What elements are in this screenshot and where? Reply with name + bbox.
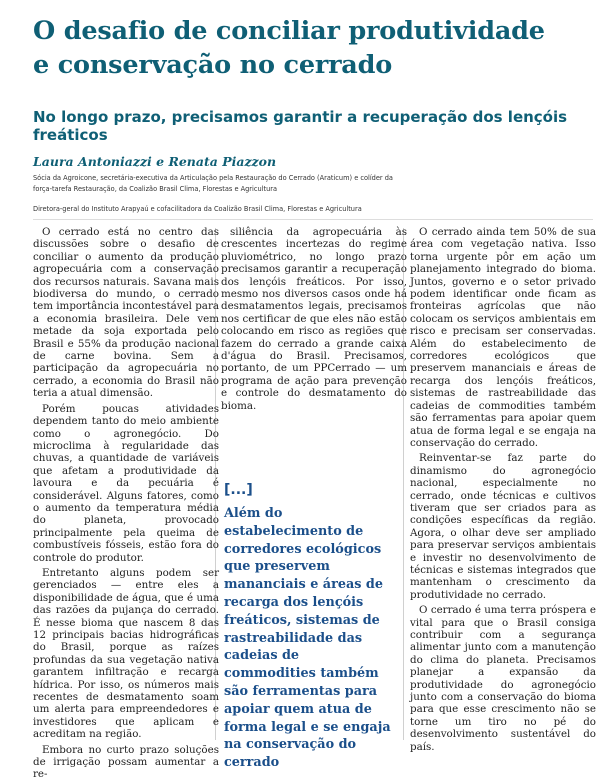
headline (33, 14, 593, 82)
pull-quote: Além do estabelecimento de corredores ecológicos que preservem mananciais e áreas de recarga dos lençóis freáticos, sistemas de rastreabilidade das cadeias de commodities também são ferramentas para apoiar quem atua de forma legal e se engaja na conservação do cerrado (224, 506, 391, 771)
paragraph: Reinventar-se faz parte do dinamismo do agronegócio nacional, especialmente no cerrado, onde técnicas e cultivos tiveram que ser criados para as condições específicas da região. Agora, o olhar deve ser ampliado para preservar serviços ambientais e investir no desenvolvimento de técnicas e sistemas integrados que mantenham o crescimento da produtividade no cerrado. (410, 452, 596, 601)
headline-line-2: e conservação no cerrado (33, 50, 393, 80)
author-bio-1: Sócia da Agroicone, secretária-executiva da Articulação pela Restauração do Cerrado (Araticum) e colíder da força-tarefa Restauração, da Coalizão Brasil Clima, Florestas e Agricultura (33, 174, 393, 193)
headline-line-1: O desafio de conciliar produtividade (33, 16, 545, 46)
subheadline: No longo prazo, precisamos garantir a recuperação dos lençóis freáticos (33, 108, 568, 144)
paragraph: siliência da agropecuária às crescentes incertezas do regime pluviométrico, no longo prazo precisamos garantir a recuperação dos lençóis freáticos. Por isso, mesmo nos diversos casos onde há desmatamentos legais, precisamos nos certificar de que eles não estão colocando em risco as regiões que fazem do cerrado a grande caixa d'água do Brasil. Precisamos, portanto, de um PPCerrado — um programa de ação para prevenção e controle do desmatamento do bioma. (221, 226, 407, 412)
paragraph: O cerrado está no centro das discussões sobre o desafio de conciliar o aumento da produção agropecuária com a conservação dos recursos naturais. Savana mais biodiversa do mundo, o cerrado tem importância incontestável para a economia brasileira. Dele vem metade da soja exportada pelo Brasil e 55% da produção nacional de carne bovina. Sem a participação da agropecuária no cerrado, a economia do Brasil não teria a atual dimensão. (33, 226, 220, 400)
article-column-3 (410, 226, 596, 753)
author-byline: Laura Antoniazzi e Renata Piazzon (33, 154, 277, 169)
paragraph: O cerrado ainda tem 50% de sua área com vegetação nativa. Isso torna urgente pôr em ação um planejamento integrado do bioma. Juntos, governo e o setor privado podem identificar onde ficam as fronteiras agrícolas que não colocam os serviços ambientais em risco e precisam ser conservadas. Além do estabelecimento de corredores ecológicos que preservem mananciais e áreas de recarga dos lençóis freáticos, sistemas de rastreabilidade das cadeias de commodities também são ferramentas para apoiar quem atua de forma legal e se engaja na conservação do cerrado. (410, 226, 596, 449)
paragraph: Porém poucas atividades dependem tanto do meio ambiente como o agronegócio. Do microclima à regularidade das chuvas, a quantidade de variáveis que afetam a produtividade da lavoura e da pecuária é considerável. Alguns fatores, como o aumento da temperatura média do planeta, provocado principalmente pela queima de combustíveis fósseis, estão fora do controle do produtor. (33, 402, 219, 564)
header-divider (33, 219, 593, 220)
paragraph: O cerrado é uma terra próspera e vital para que o Brasil consiga contribuir com a segurança alimentar junto com a manutenção do clima do planeta. Precisamos planejar a expansão da produtividade do agronegócio junto com a conservação do bioma para que esse crescimento não se torne um tiro no pé do desenvolvimento sustentável do país. (410, 604, 596, 753)
paragraph: Entretanto alguns podem ser gerenciados — entre eles a disponibilidade de água, que é uma das razões da pujança do cerrado. É nesse bioma que nascem 8 das 12 principais bacias hidrográficas do Brasil, porque as raízes profundas da sua vegetação nativa garantem infiltração e recarga hídrica. Por isso, os números mais recentes de desmatamento soam um alerta para empreendedores e investidores que aplicam e acreditam na região. (33, 566, 219, 741)
author-bio-2: Diretora-geral do Instituto Arapyaú e cofacilitadora da Coalizão Brasil Clima, Florestas e Agricultura (33, 205, 362, 213)
article-column-2 (221, 226, 407, 412)
quote-ellipsis: [...] (224, 482, 253, 498)
article-column-1 (33, 226, 219, 781)
paragraph: Embora no curto prazo soluções de irrigação possam aumentar a re- (33, 743, 219, 781)
